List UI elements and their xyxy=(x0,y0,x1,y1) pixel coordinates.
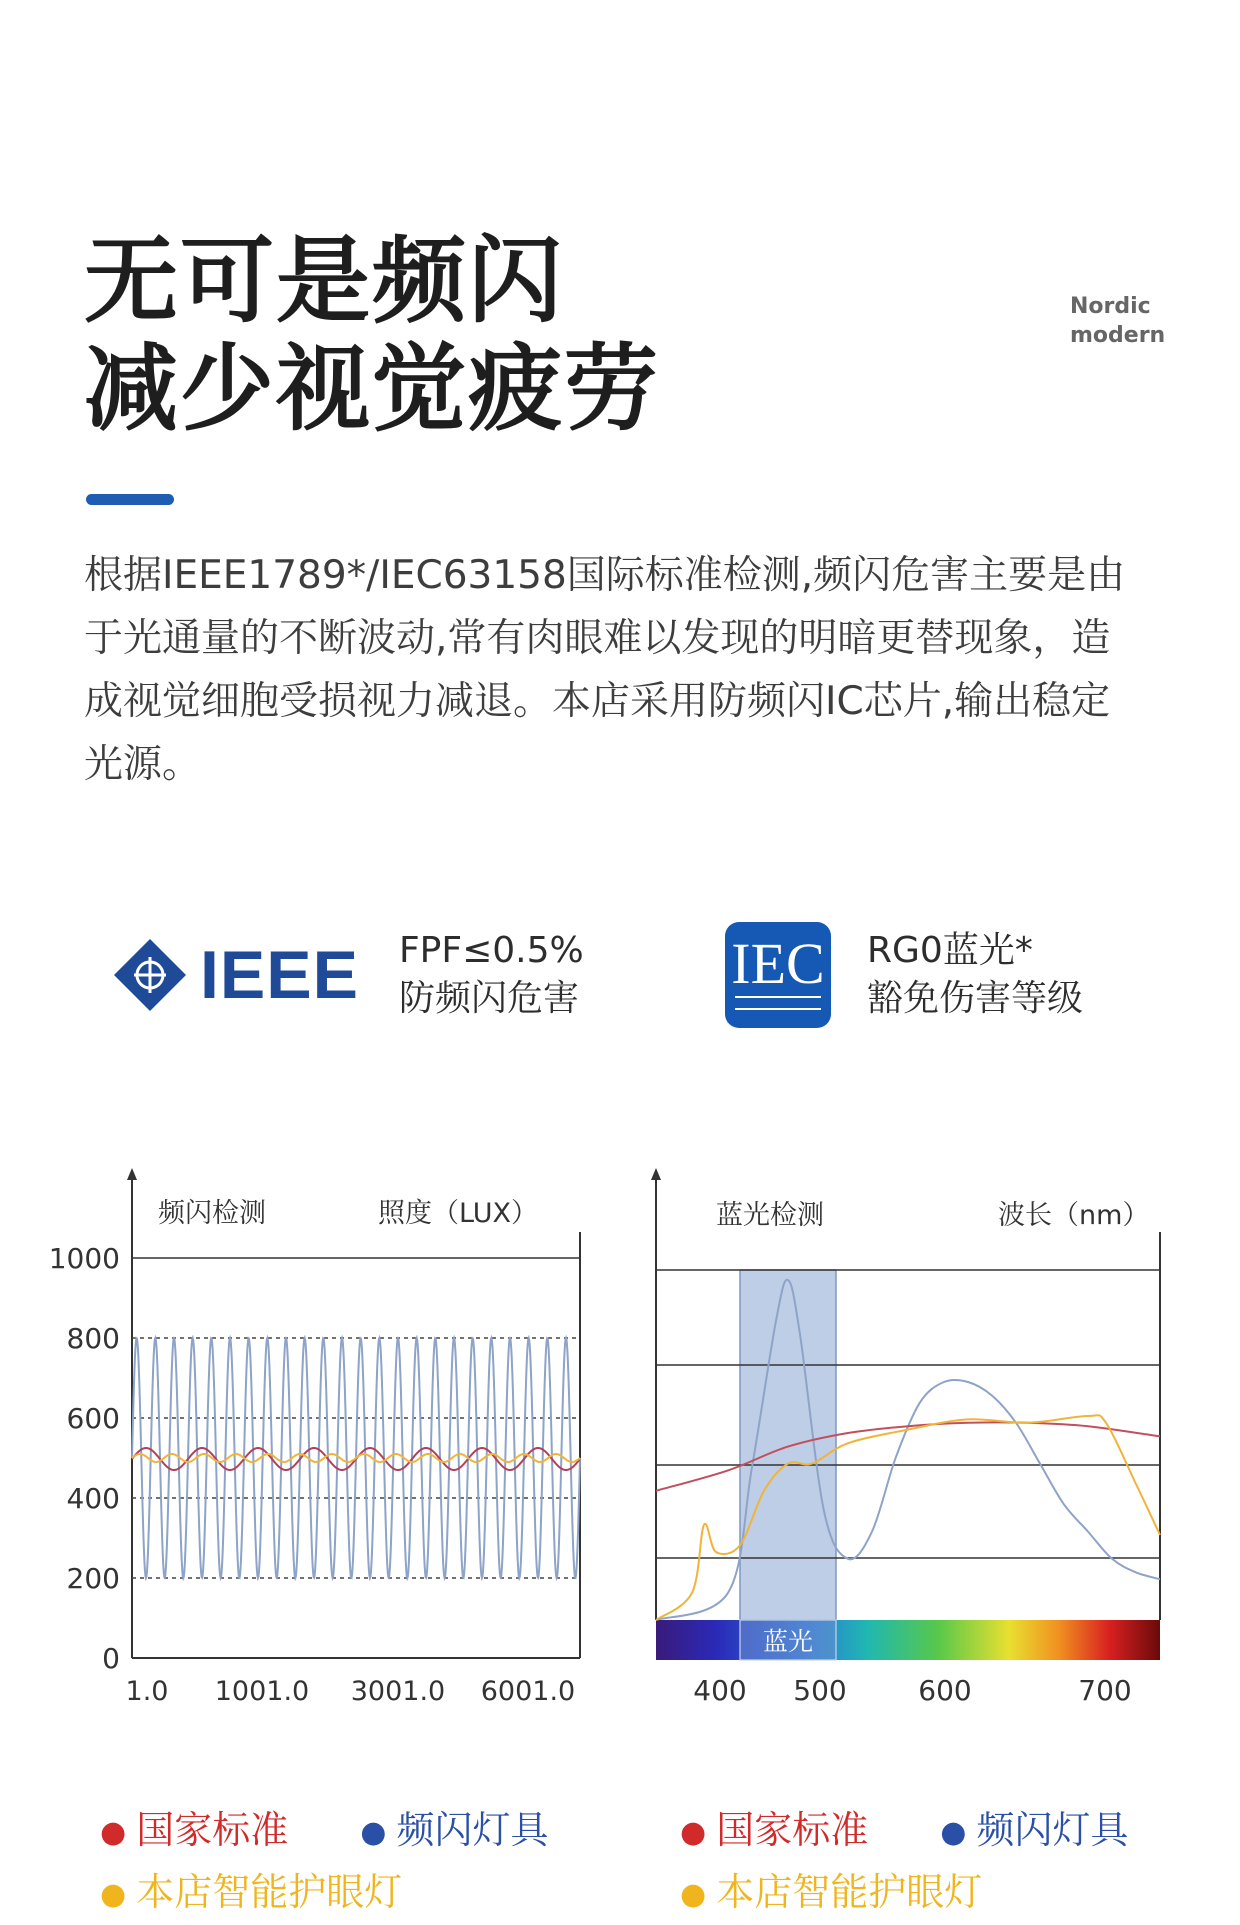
page-title xyxy=(84,228,660,444)
legend-dot-icon: ● xyxy=(680,1814,707,1850)
legend-dot-icon: ● xyxy=(360,1814,387,1850)
x-tick-label: 600 xyxy=(918,1674,972,1707)
x-tick-label: 1.0 xyxy=(125,1676,169,1707)
iec-logo-text: IEC xyxy=(731,931,825,996)
iec-cert-line2: 豁免伤害等级 xyxy=(867,978,1084,1019)
y-tick-label: 600 xyxy=(66,1402,120,1435)
y-axis-arrow xyxy=(651,1168,661,1180)
legend-dot-icon: ● xyxy=(940,1814,967,1850)
y-tick-label: 1000 xyxy=(48,1242,120,1275)
iec-logo-lines xyxy=(735,996,821,1010)
band-label: 蓝光 xyxy=(762,1627,814,1656)
legend-left-row1 xyxy=(100,1800,549,1863)
tagline-line-2: modern xyxy=(1070,323,1166,348)
legend-left-row2 xyxy=(100,1862,402,1925)
ieee-cert-line1: FPF≤0.5% xyxy=(398,930,584,971)
series-line-国家标准 xyxy=(656,1422,1160,1490)
chart-unit-label: 波长（nm） xyxy=(998,1200,1150,1231)
spectrum-bar xyxy=(656,1620,1160,1660)
chart-unit-label: 照度（LUX） xyxy=(378,1198,538,1229)
iec-cert xyxy=(725,920,1083,1030)
x-tick-label: 3001.0 xyxy=(350,1676,446,1707)
ieee-logo-text: IEEE xyxy=(200,937,359,1013)
ieee-diamond-icon xyxy=(110,935,190,1015)
legend-dot-icon: ● xyxy=(100,1876,127,1912)
tagline xyxy=(1070,292,1165,350)
legend-flicker: ● 频闪灯具 xyxy=(940,1800,1128,1863)
bluelight-chart xyxy=(640,1160,1200,1740)
blue-light-band xyxy=(740,1270,836,1620)
title-line-1: 无可是频闪 xyxy=(84,227,565,336)
series-line-频闪灯具 xyxy=(656,1280,1160,1620)
x-tick-label: 500 xyxy=(793,1674,847,1707)
chart-title: 蓝光检测 xyxy=(716,1200,824,1231)
title-line-2: 减少视觉疲劳 xyxy=(84,335,661,444)
x-tick-label: 400 xyxy=(693,1674,747,1707)
flicker-chart xyxy=(40,1160,600,1740)
legend-right-row2 xyxy=(680,1862,982,1925)
y-tick-label: 0 xyxy=(102,1642,120,1675)
chart-title: 频闪检测 xyxy=(158,1198,266,1229)
accent-bar xyxy=(86,494,174,505)
legend-right-row1 xyxy=(680,1800,1129,1863)
description: 根据IEEE1789*/IEC63158国际标准检测,频闪危害主要是由于光通量的不断波动,常有肉眼难以发现的明暗更替现象，造成视觉细胞受损视力减退。本店采用防频闪IC芯片,输出稳定光源。 xyxy=(84,553,1126,787)
y-tick-label: 400 xyxy=(66,1482,120,1515)
iec-logo xyxy=(725,922,831,1028)
x-tick-label: 6001.0 xyxy=(480,1676,576,1707)
legend-dot-icon: ● xyxy=(680,1876,707,1912)
legend-national: ● 国家标准 xyxy=(100,1800,288,1863)
ieee-cert xyxy=(110,920,584,1030)
legend-flicker: ● 频闪灯具 xyxy=(360,1800,548,1863)
ieee-cert-line2: 防频闪危害 xyxy=(398,978,579,1019)
legend-dot-icon: ● xyxy=(100,1814,127,1850)
iec-cert-line1: RG0蓝光* xyxy=(867,930,1033,971)
x-tick-label: 700 xyxy=(1078,1674,1132,1707)
legend-store: ● 本店智能护眼灯 xyxy=(680,1862,982,1925)
y-tick-label: 800 xyxy=(66,1322,120,1355)
x-tick-label: 1001.0 xyxy=(214,1676,310,1707)
iec-cert-text xyxy=(867,927,1083,1023)
ieee-cert-text xyxy=(399,927,584,1023)
series-line-本店智能护眼灯 xyxy=(656,1415,1160,1620)
tagline-line-1: Nordic xyxy=(1070,294,1151,319)
y-axis-arrow xyxy=(127,1168,137,1180)
y-tick-label: 200 xyxy=(66,1562,120,1595)
legend-store: ● 本店智能护眼灯 xyxy=(100,1862,402,1925)
legend-national: ● 国家标准 xyxy=(680,1800,868,1863)
